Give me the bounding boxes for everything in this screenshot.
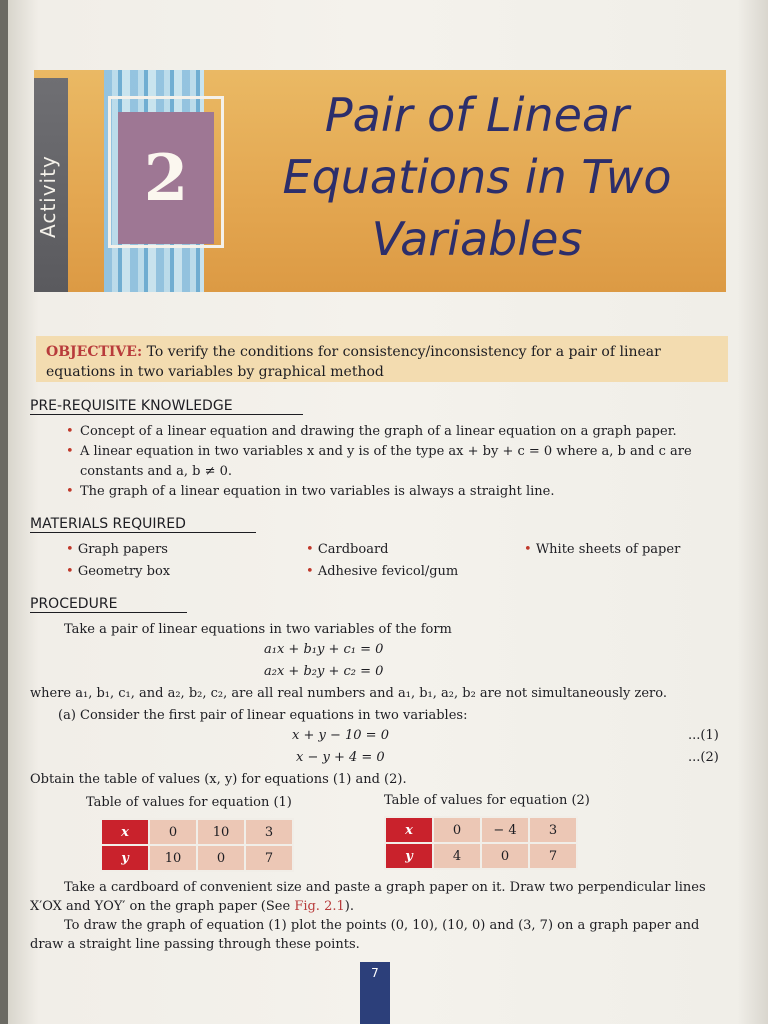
material-item: • Cardboard [306,542,388,557]
table-cell: 0 [433,817,481,843]
title-line-1: Pair of Linear [324,88,630,142]
list-item: • A linear equation in two variables x and y is of the type ax + by + c = 0 where a, b and c are constants and a, b ≠ 0. [66,442,726,482]
table-cell: 10 [197,819,245,845]
page-number: 7 [360,962,390,1024]
material-item: • Graph papers [66,542,168,557]
materials-heading: MATERIALS REQUIRED [30,516,256,533]
list-item: • Concept of a linear equation and drawing the graph of a linear equation on a graph paper. [66,422,726,442]
table-cell: 7 [529,843,577,869]
table-header-x: x [101,819,149,845]
table-1-caption: Table of values for equation (1) [86,795,292,810]
equation-2: x − y + 4 = 0 [296,750,385,765]
table-header-y: y [101,845,149,871]
material-item: • White sheets of paper [524,542,680,557]
equation-1-number: ...(1) [688,728,719,743]
objective-label: OBJECTIVE: [46,344,143,360]
bleed-through-text [338,36,738,54]
table-cell: 7 [245,845,293,871]
table-cell: 3 [245,819,293,845]
table-header-x: x [385,817,433,843]
material-item: • Adhesive fevicol/gum [306,564,458,579]
obtain-text: Obtain the table of values (x, y) for equations (1) and (2). [30,772,407,787]
objective-box [36,336,728,382]
table-cell: 3 [529,817,577,843]
figure-link[interactable]: Fig. 2.1 [294,899,345,914]
textbook-page [8,0,768,1024]
prerequisite-list [66,422,726,502]
table-cell: 10 [149,845,197,871]
table-row [385,817,577,843]
table-row [385,843,577,869]
table-header-y: y [385,843,433,869]
title-line-3: Variables [371,212,583,266]
equation-1: x + y − 10 = 0 [292,728,389,743]
table-cell: 0 [149,819,197,845]
table-row [101,845,293,871]
step-a-text: (a) Consider the first pair of linear equations in two variables: [58,708,468,723]
table-2-caption: Table of values for equation (2) [384,793,590,808]
objective-text: To verify the conditions for consistency/inconsistency for a pair of linear equations in two variables by graphical method [46,344,661,380]
procedure-intro: Take a pair of linear equations in two variables of the form [64,622,452,637]
table-cell: 0 [197,845,245,871]
procedure-heading: PROCEDURE [30,596,187,613]
list-item: • The graph of a linear equation in two variables is always a straight line. [66,482,726,502]
prerequisite-heading: PRE-REQUISITE KNOWLEDGE [30,398,303,415]
cardboard-text-end: ). [344,899,354,914]
graph-paragraph: To draw the graph of equation (1) plot the points (0, 10), (10, 0) and (3, 7) on a graph paper and draw a straight line passing through these points. [30,918,700,952]
values-table-1 [100,818,294,872]
activity-title [228,84,726,284]
where-text: where a₁, b₁, c₁, and a₂, b₂, c₂, are all real numbers and a₁, b₁, a₂, b₂ are not simultaneously zero. [30,686,667,701]
values-table-2 [384,816,578,870]
material-item: • Geometry box [66,564,170,579]
title-line-2: Equations in Two [282,150,672,204]
cardboard-paragraph [30,878,730,916]
table-cell: 4 [433,843,481,869]
form-equation-1: a₁x + b₁y + c₁ = 0 [264,642,384,657]
cardboard-text: Take a cardboard of convenient size and paste a graph paper on it. Draw two perpendicular lines X′OX and YOY′ on the graph paper (See [30,880,706,914]
table-cell: 0 [481,843,529,869]
table-cell: − 4 [481,817,529,843]
table-row [101,819,293,845]
equation-2-number: ...(2) [688,750,719,765]
form-equation-2: a₂x + b₂y + c₂ = 0 [264,664,384,679]
activity-number: 2 [118,112,214,244]
activity-label: Activity [36,155,60,238]
